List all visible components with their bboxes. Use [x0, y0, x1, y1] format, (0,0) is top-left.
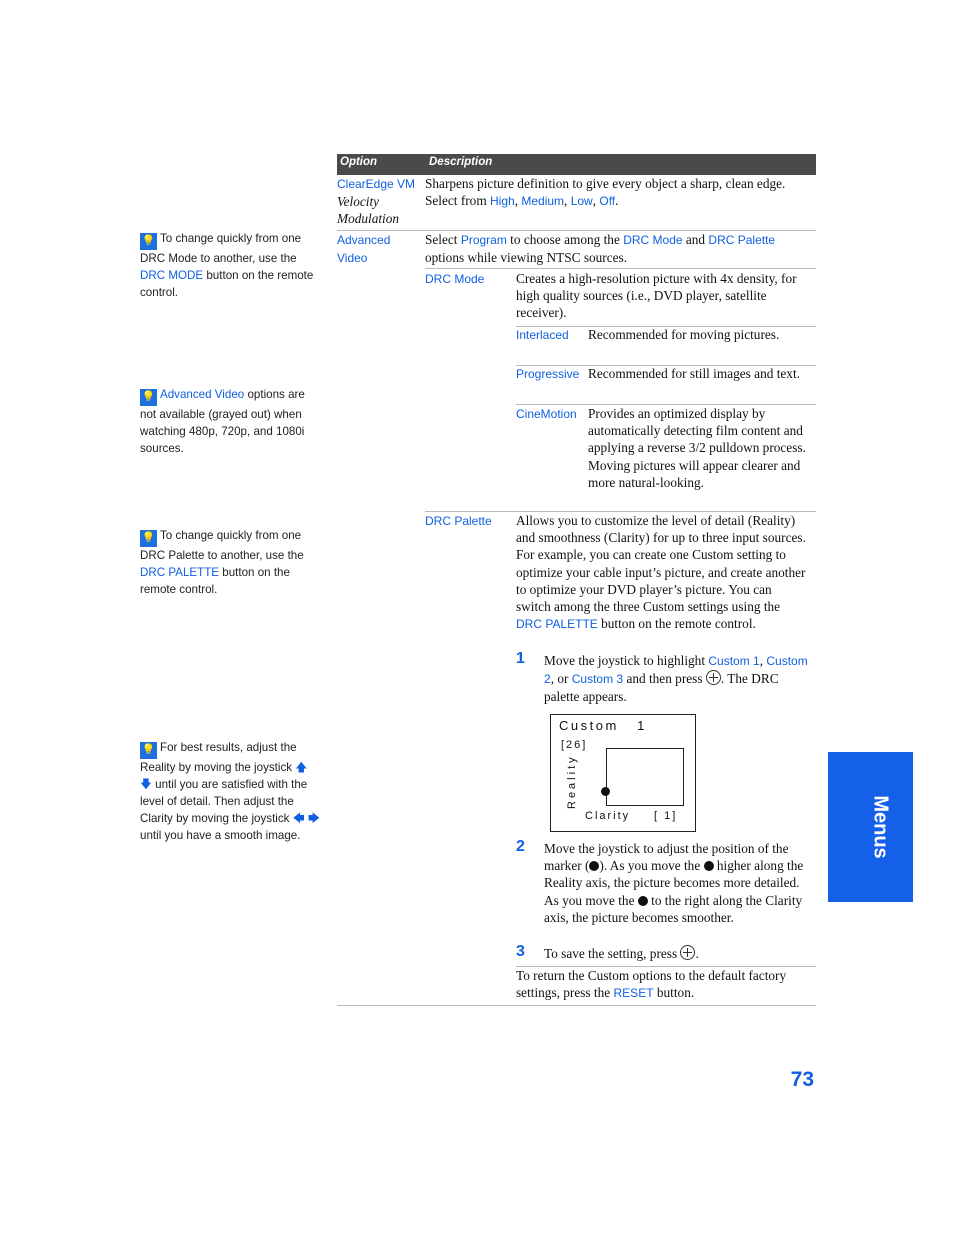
progressive-option: Progressive [516, 367, 580, 381]
palette-clarity-label: Clarity [585, 810, 631, 822]
interlaced-option: Interlaced [516, 328, 569, 342]
clearedge-label: ClearEdge VM [337, 177, 416, 191]
tip-lightbulb-icon: 💡 [140, 742, 157, 759]
step-2-text: Move the joystick to adjust the position of the marker ( ). As you move the higher along the Reality axis, the picture becomes more detailed. As you move the to the right along the Clarity axis, the picture becomes smoother. [544, 841, 804, 925]
drc-palette-desc: Allows you to customize the level of detail (Reality) and smoothness (Clarity) for up to three input sources. For example, you can create one Custom setting to optimize your cable input’s picture, and create another to optimize your DVD player’s picture. You can switch among the three Custom settings using the DRC PALETTE button on the remote control. [516, 513, 806, 632]
enter-button-icon [680, 945, 695, 960]
palette-reality-value: [26] [561, 739, 588, 751]
page-number: 73 [790, 1068, 814, 1091]
palette-grid [606, 748, 684, 806]
section-tab-label: Menus [869, 795, 892, 859]
header-option: Option [340, 156, 378, 168]
palette-reality-label: Reality [566, 754, 578, 809]
marker-dot-icon [704, 861, 714, 871]
clearedge-sublabel: Velocity Modulation [337, 194, 400, 227]
tip-lightbulb-icon: 💡 [140, 530, 157, 547]
row-clearedge-desc: Sharpens picture definition to give every object a sharp, clean edge. Select from High, Medium, Low, Off. [425, 176, 786, 209]
reset-note: To return the Custom options to the default factory settings, press the RESET button. [516, 968, 787, 1001]
section-tab [828, 752, 913, 902]
row-advanced-option [337, 231, 407, 267]
palette-title: Custom 1 [559, 718, 647, 733]
marker-dot-icon [589, 861, 599, 871]
step-2-number: 2 [516, 838, 525, 855]
row-advanced-desc: Select Program to choose among the DRC Mode and DRC Palette options while viewing NTSC sources. [425, 232, 776, 266]
drc-mode-button-ref: DRC MODE [140, 269, 204, 282]
drc-palette-option: DRC Palette [425, 514, 492, 528]
palette-clarity-value: [ 1] [654, 810, 678, 822]
tip-lightbulb-icon: 💡 [140, 233, 157, 250]
table-header [337, 154, 816, 175]
progressive-desc: Recommended for still images and text. [588, 366, 800, 381]
tip-best-results: 💡 For best results, adjust the Reality by moving the joystick 🡅 🡇 until you are satisfied with the level of detail. Then adjust the Clarity by moving the joystick 🡄 🡆 until you have a smooth image. [140, 741, 320, 842]
header-description: Description [429, 156, 493, 168]
arrow-right-icon: 🡆 [307, 812, 320, 825]
drc-mode-option: DRC Mode [425, 272, 485, 286]
cinemotion-desc: Provides an optimized display by automatically detecting film content and applying a reverse 3/2 pulldown process. Moving pictures will appear clearer and more natural-looking. [588, 406, 806, 490]
tip-lightbulb-icon: 💡 [140, 389, 157, 406]
tip-advanced-video: 💡 Advanced Video options are not available (grayed out) when watching 480p, 720p, and 1080i sources. [140, 388, 305, 455]
step-1-number: 1 [516, 650, 525, 667]
table-bottom-rule [337, 1005, 816, 1006]
step-1-text: Move the joystick to highlight Custom 1, Custom 2, or Custom 3 and then press . The DRC palette appears. [544, 653, 808, 705]
palette-marker [601, 787, 610, 796]
advanced-video-label: Advanced Video [337, 233, 391, 266]
drc-palette-button-ref: DRC PALETTE [140, 566, 220, 579]
arrow-left-icon: 🡄 [292, 812, 305, 825]
step-3-number: 3 [516, 943, 525, 960]
enter-button-icon [706, 670, 721, 685]
cinemotion-option: CineMotion [516, 407, 577, 421]
tip-drc-palette: 💡 To change quickly from one DRC Palette to another, use the DRC PALETTE button on the remote control. [140, 529, 304, 596]
marker-dot-icon [638, 896, 648, 906]
drc-mode-desc: Creates a high-resolution picture with 4x density, for high quality sources (i.e., DVD player, satellite receiver). [516, 271, 797, 321]
arrow-up-icon: 🡅 [295, 761, 308, 774]
step-3-text: To save the setting, press . [544, 946, 699, 961]
arrow-down-icon: 🡇 [140, 778, 152, 791]
row-divider [425, 268, 816, 269]
tip-drc-mode: 💡 To change quickly from one DRC Mode to another, use the DRC MODE button on the remote control. [140, 232, 314, 299]
row-clearedge-option [337, 175, 421, 228]
interlaced-desc: Recommended for moving pictures. [588, 327, 780, 342]
drc-palette-diagram [550, 714, 696, 832]
options-table [337, 154, 816, 175]
